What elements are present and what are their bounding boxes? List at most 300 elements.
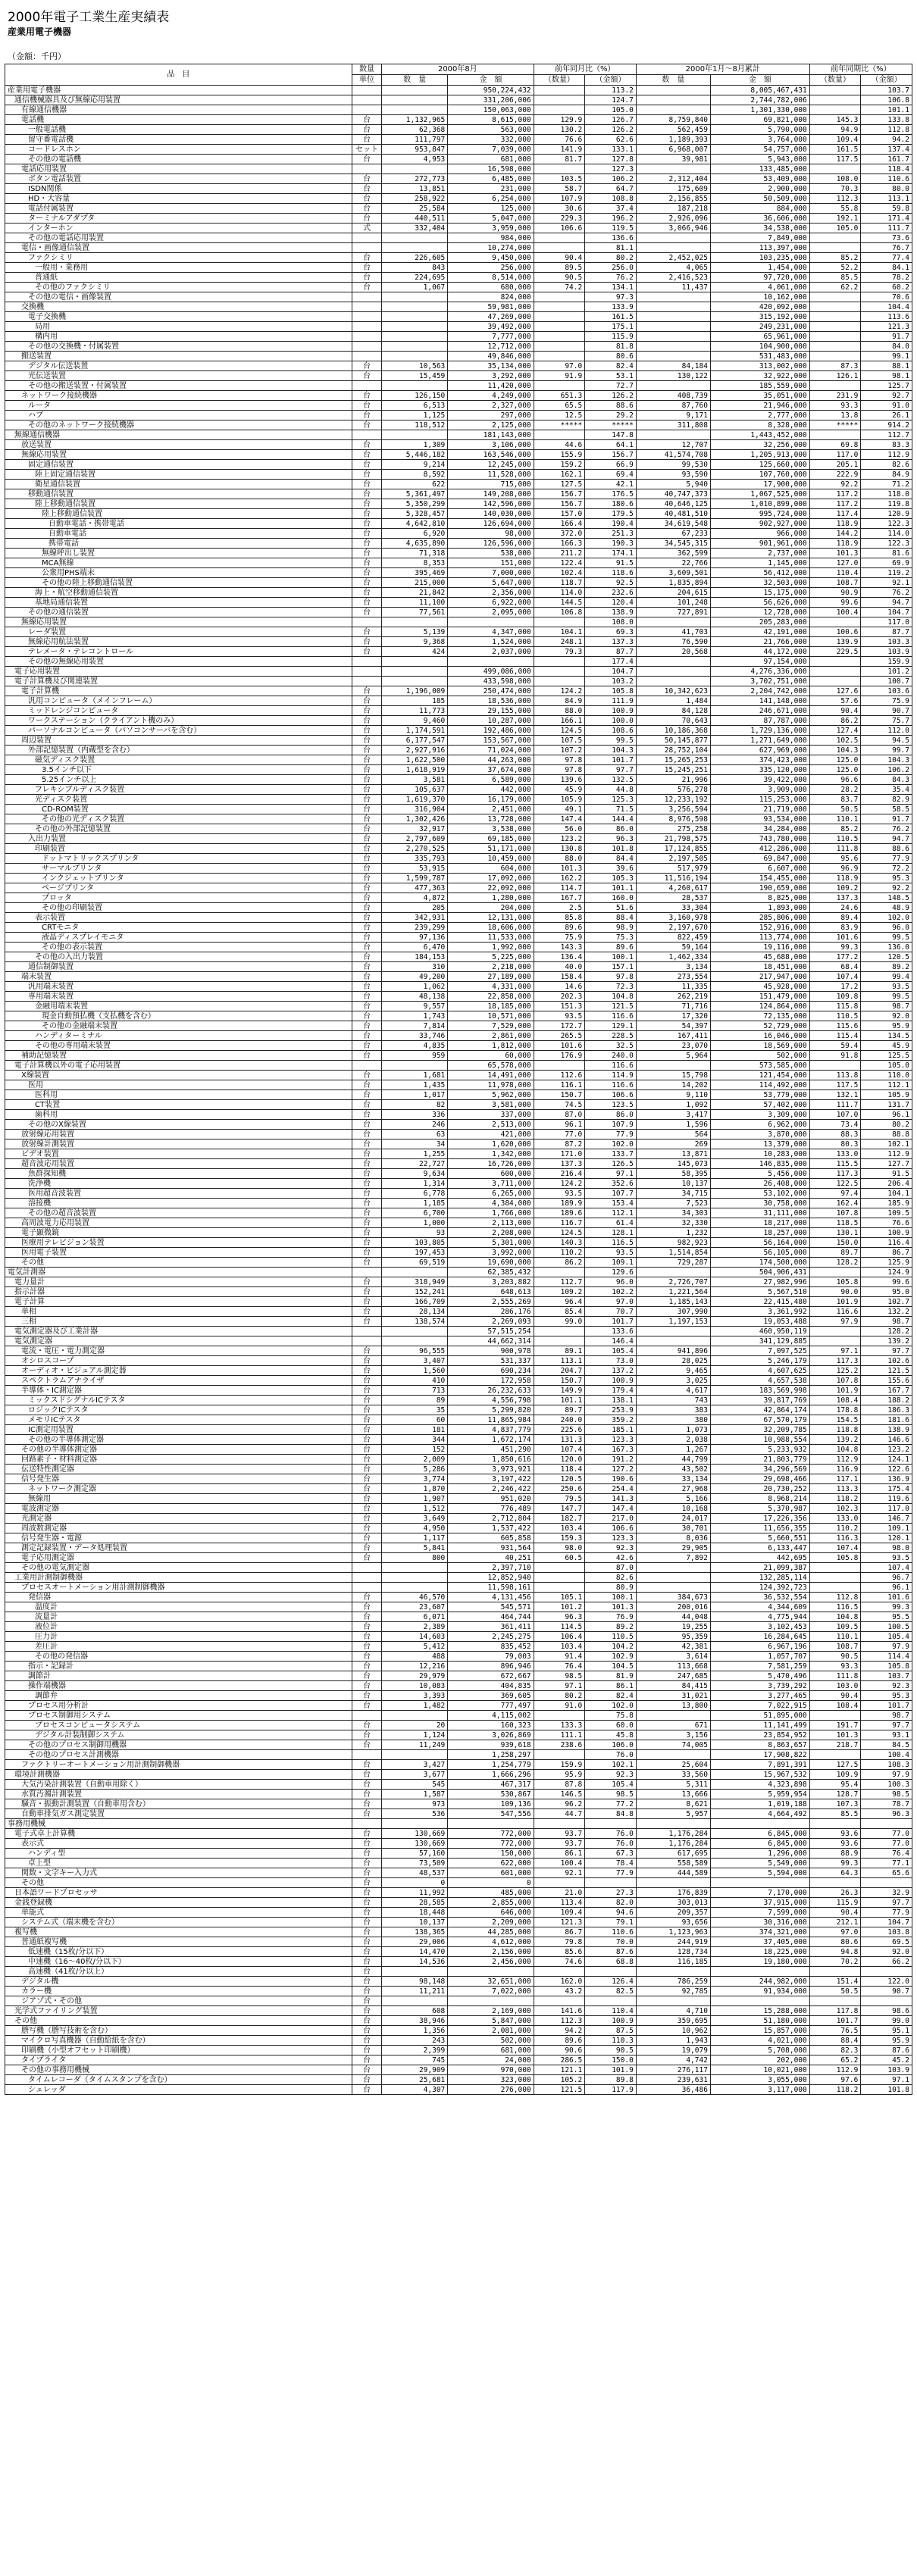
row-unit: 台 [352, 470, 381, 480]
row-qty-ytd: 10,342,623 [636, 686, 710, 696]
row-qty-ytd: 517,979 [636, 864, 710, 874]
row-amount-yoy-ytd: 133.8 [861, 115, 912, 125]
row-qty-yoy-ytd: 97.4 [809, 1189, 861, 1199]
row-name: HD・大容量 [5, 194, 352, 204]
table-row [5, 1011, 912, 1021]
row-qty-ytd: 34,619,548 [636, 519, 710, 529]
row-amount-yoy-ytd: 114.4 [861, 1652, 912, 1662]
row-amount-month: 14,491,000 [448, 1071, 534, 1080]
row-amount-month: 18,185,000 [448, 1002, 534, 1011]
row-amount-yoy-month: 37.4 [585, 204, 637, 214]
row-amount-yoy-month: 104.3 [585, 746, 637, 755]
row-amount-yoy-ytd: 80.2 [861, 1120, 912, 1130]
row-amount-yoy-month: 254.4 [585, 1484, 637, 1494]
table-row [5, 1957, 912, 1967]
row-qty-ytd: 558,589 [636, 1859, 710, 1868]
row-qty-month: 6,470 [382, 943, 448, 952]
table-row [5, 509, 912, 519]
row-qty-ytd: 1,267 [636, 1445, 710, 1455]
row-qty-month: 973 [382, 1799, 448, 1809]
row-qty-ytd: 1,189,393 [636, 135, 710, 145]
row-qty-month: 713 [382, 1386, 448, 1396]
row-qty-month: 258,922 [382, 194, 448, 204]
row-qty-yoy-month: 166.1 [534, 716, 585, 726]
row-amount-yoy-ytd: 96.3 [861, 1809, 912, 1819]
row-name: CT装置 [5, 1100, 352, 1110]
row-amount-month: 18,536,000 [448, 696, 534, 706]
row-amount-yoy-month: 190.3 [585, 539, 637, 549]
row-amount-month: 5,647,000 [448, 578, 534, 588]
row-amount-month: 37,674,000 [448, 765, 534, 775]
row-qty-month: 2,797,609 [382, 834, 448, 844]
row-qty-yoy-ytd [809, 164, 861, 174]
row-qty-month: 1,907 [382, 1494, 448, 1504]
row-amount-month: 772,000 [448, 1839, 534, 1849]
row-qty-yoy-ytd: 118.9 [809, 539, 861, 549]
row-amount-yoy-month: 137.2 [585, 1366, 637, 1376]
row-unit: 台 [352, 1681, 381, 1691]
row-unit: 台 [352, 1346, 381, 1356]
row-qty-month: 4,872 [382, 893, 448, 903]
table-row [5, 174, 912, 184]
row-amount-month: 142,596,000 [448, 499, 534, 509]
row-qty-ytd: 3,025 [636, 1376, 710, 1386]
row-qty-month: 97,136 [382, 933, 448, 943]
row-amount-ytd: 37,405,000 [710, 1937, 809, 1947]
table-row [5, 263, 912, 273]
row-qty-yoy-ytd: 93.3 [809, 401, 861, 411]
row-amount-month: 5,225,000 [448, 952, 534, 962]
row-amount-yoy-month: 110.6 [585, 1927, 637, 1937]
row-amount-yoy-ytd: 97.7 [861, 1898, 912, 1908]
row-qty-yoy-ytd: 91.8 [809, 1051, 861, 1061]
row-amount-yoy-ytd: 95.0 [861, 1287, 912, 1297]
row-qty-yoy-ytd [809, 292, 861, 302]
row-unit: セット [352, 145, 381, 155]
row-unit: 台 [352, 420, 381, 430]
row-qty-yoy-month: 99.0 [534, 1317, 585, 1327]
table-row [5, 105, 912, 115]
row-unit: 台 [352, 696, 381, 706]
row-amount-month: 204,000 [448, 903, 534, 913]
row-amount-ytd: 374,321,000 [710, 1927, 809, 1937]
row-unit [352, 86, 381, 95]
row-qty-yoy-ytd: 139.2 [809, 1435, 861, 1445]
table-row [5, 1425, 912, 1435]
row-qty-yoy-month: 44.6 [534, 440, 585, 450]
row-qty-yoy-month: 112.7 [534, 1277, 585, 1287]
row-qty-yoy-month: 162.2 [534, 874, 585, 883]
row-name: 周波数測定器 [5, 1524, 352, 1533]
row-qty-month: 14,536 [382, 1957, 448, 1967]
row-amount-yoy-month: 82.4 [585, 1691, 637, 1701]
row-qty-yoy-ytd [809, 1563, 861, 1573]
row-qty-yoy-month: 77.0 [534, 1130, 585, 1140]
row-qty-month: 1,132,965 [382, 115, 448, 125]
row-name: その他の事務用機械 [5, 2065, 352, 2075]
row-qty-yoy-ytd: 110.4 [809, 568, 861, 578]
row-qty-yoy-month: 162.1 [534, 470, 585, 480]
row-amount-yoy-ytd: 76.6 [861, 1218, 912, 1228]
row-qty-yoy-month: 101.2 [534, 1602, 585, 1612]
row-qty-yoy-month: 112.3 [534, 2016, 585, 2026]
row-qty-yoy-month: 189.6 [534, 1208, 585, 1218]
row-qty-yoy-month: 124.2 [534, 686, 585, 696]
row-amount-ytd: 31,111,000 [710, 1208, 809, 1218]
row-amount-yoy-month: 71.5 [585, 805, 637, 814]
row-amount-ytd: 35,051,000 [710, 391, 809, 401]
row-qty-ytd [636, 86, 710, 95]
row-amount-yoy-ytd: 121.3 [861, 322, 912, 332]
row-amount-yoy-ytd: 186.3 [861, 1405, 912, 1415]
row-amount-ytd: 5,943,000 [710, 155, 809, 164]
row-amount-yoy-ytd: 138.9 [861, 1425, 912, 1435]
row-amount-ytd: 18,257,000 [710, 1228, 809, 1238]
row-qty-month: 224,695 [382, 273, 448, 283]
table-row [5, 1287, 912, 1297]
row-amount-yoy-month: 109.1 [585, 1258, 637, 1268]
row-name: デジタル伝送装置 [5, 361, 352, 371]
row-amount-month: 3,203,882 [448, 1277, 534, 1287]
table-row [5, 1927, 912, 1937]
row-amount-yoy-ytd: 104.7 [861, 1918, 912, 1927]
row-qty-ytd: 50,145,877 [636, 736, 710, 746]
row-amount-yoy-month: 110.5 [585, 1632, 637, 1642]
row-name: 騒音・振動計測装置（自動車用含む） [5, 1799, 352, 1809]
row-amount-yoy-ytd: 77.4 [861, 253, 912, 263]
row-qty-yoy-ytd: 96.9 [809, 864, 861, 874]
row-qty-ytd: 8,621 [636, 1799, 710, 1809]
row-qty-yoy-ytd: 17.2 [809, 982, 861, 992]
row-unit: 台 [352, 135, 381, 145]
row-amount-month: 2,169,000 [448, 2006, 534, 2016]
row-unit: 台 [352, 391, 381, 401]
row-amount-yoy-ytd: 98.7 [861, 1317, 912, 1327]
row-amount-ytd: 8,005,467,431 [710, 86, 809, 95]
row-amount-ytd: 17,226,356 [710, 1514, 809, 1524]
row-qty-yoy-month: 14.6 [534, 982, 585, 992]
row-qty-yoy-month: 141.6 [534, 2006, 585, 2016]
row-unit: 台 [352, 1849, 381, 1859]
row-qty-month: 1,356 [382, 2026, 448, 2036]
row-qty-yoy-month: 85.6 [534, 1947, 585, 1957]
row-amount-month: 12,245,000 [448, 460, 534, 470]
header-category: 品 目 [5, 64, 352, 86]
row-amount-month: 3,197,422 [448, 1474, 534, 1484]
row-amount-yoy-ytd: 92.0 [861, 1947, 912, 1957]
row-qty-ytd: 9,171 [636, 411, 710, 420]
row-qty-ytd [636, 677, 710, 686]
row-unit: 台 [352, 1908, 381, 1918]
row-qty-yoy-month: 114.0 [534, 588, 585, 598]
row-qty-yoy-month: 651.3 [534, 391, 585, 401]
row-amount-month: 1,812,000 [448, 1041, 534, 1051]
row-name: 陸上移動通信装置 [5, 509, 352, 519]
row-amount-month: 332,000 [448, 135, 534, 145]
row-qty-yoy-ytd: 118.2 [809, 1494, 861, 1504]
table-row [5, 1405, 912, 1415]
row-qty-yoy-ytd: 125.2 [809, 1366, 861, 1376]
row-qty-ytd: 362,599 [636, 549, 710, 558]
row-qty-yoy-ytd [809, 1996, 861, 2006]
row-amount-yoy-month: 132.5 [585, 775, 637, 785]
row-qty-yoy-ytd [809, 312, 861, 322]
table-row [5, 1051, 912, 1061]
row-amount-yoy-month: 359.2 [585, 1415, 637, 1425]
row-qty-ytd: 8,759,840 [636, 115, 710, 125]
row-qty-yoy-month: ***** [534, 420, 585, 430]
row-amount-yoy-month: 100.0 [585, 716, 637, 726]
row-qty-month: 342,931 [382, 913, 448, 923]
row-qty-yoy-month: 93.5 [534, 1189, 585, 1199]
table-row [5, 1455, 912, 1465]
row-unit: 台 [352, 568, 381, 578]
row-qty-yoy-month: 158.4 [534, 972, 585, 982]
row-qty-yoy-month: 103.4 [534, 1642, 585, 1652]
row-amount-yoy-month: 81.1 [585, 243, 637, 253]
row-name: 電子計算機及び関連装置 [5, 677, 352, 686]
row-amount-yoy-month: 97.7 [585, 765, 637, 775]
row-qty-yoy-ytd: 85.2 [809, 253, 861, 263]
table-row [5, 164, 912, 174]
row-amount-yoy-month: 97.1 [585, 1169, 637, 1179]
row-name: オシロスコープ [5, 1356, 352, 1366]
row-amount-month: 4,249,000 [448, 391, 534, 401]
row-qty-yoy-ytd: 88.9 [809, 1849, 861, 1859]
row-amount-ytd: 124,392,723 [710, 1583, 809, 1593]
row-qty-yoy-month: 30.6 [534, 204, 585, 214]
row-qty-yoy-ytd: 92.2 [809, 480, 861, 489]
row-qty-yoy-ytd: 111.8 [809, 1671, 861, 1681]
row-qty-ytd: 28,537 [636, 893, 710, 903]
row-qty-ytd: 5,311 [636, 1780, 710, 1790]
table-row [5, 952, 912, 962]
row-qty-ytd: 1,197,153 [636, 1317, 710, 1327]
row-unit: 台 [352, 1445, 381, 1455]
row-qty-ytd [636, 430, 710, 440]
row-unit: 台 [352, 775, 381, 785]
row-qty-ytd [636, 342, 710, 352]
row-amount-month: 47,269,000 [448, 312, 534, 322]
table-row [5, 755, 912, 765]
row-qty-ytd: 12,707 [636, 440, 710, 450]
row-qty-ytd: 27,968 [636, 1484, 710, 1494]
row-amount-yoy-month: 129.1 [585, 1021, 637, 1031]
row-qty-yoy-ytd: 28.2 [809, 785, 861, 795]
row-qty-month: 28,585 [382, 1898, 448, 1908]
table-row [5, 647, 912, 657]
row-amount-ytd: 4,607,625 [710, 1366, 809, 1376]
row-qty-ytd: 44,048 [636, 1612, 710, 1622]
row-qty-yoy-month: 96.3 [534, 1612, 585, 1622]
row-qty-month: 622 [382, 480, 448, 489]
row-name: その他の陸上移動通信装置 [5, 578, 352, 588]
row-qty-ytd: 15,798 [636, 1071, 710, 1080]
row-qty-yoy-ytd: 150.0 [809, 1238, 861, 1248]
row-qty-yoy-ytd: 109.4 [809, 135, 861, 145]
row-amount-month: 605,858 [448, 1533, 534, 1543]
row-qty-month: 3,427 [382, 1760, 448, 1770]
row-qty-yoy-ytd: 101.3 [809, 1730, 861, 1740]
row-amount-yoy-ytd: 119.6 [861, 1494, 912, 1504]
row-qty-yoy-ytd: 104.8 [809, 1445, 861, 1455]
row-amount-month: 499,086,000 [448, 667, 534, 677]
row-unit: 台 [352, 746, 381, 755]
row-amount-month: 26,232,633 [448, 1386, 534, 1396]
table-row [5, 1386, 912, 1396]
row-name: レーダ装置 [5, 627, 352, 637]
row-name: 放送装置 [5, 440, 352, 450]
row-amount-ytd: 65,961,000 [710, 332, 809, 342]
row-unit [352, 332, 381, 342]
row-qty-yoy-month: 105.2 [534, 2075, 585, 2085]
row-amount-ytd: 21,719,000 [710, 805, 809, 814]
row-qty-ytd: 5,940 [636, 480, 710, 489]
row-qty-ytd: 4,065 [636, 263, 710, 273]
row-amount-ytd: 3,117,000 [710, 2085, 809, 2095]
row-qty-yoy-month: 127.5 [534, 480, 585, 489]
row-name: プロッタ [5, 893, 352, 903]
row-qty-yoy-ytd: 105.8 [809, 1553, 861, 1563]
row-name: 電子計算機 [5, 686, 352, 696]
row-name: 大気汚染計測装置（自動車用除く） [5, 1780, 352, 1790]
row-amount-yoy-ytd: 95.5 [861, 1612, 912, 1622]
table-row [5, 1445, 912, 1455]
row-unit: 台 [352, 1002, 381, 1011]
row-qty-month: 22,727 [382, 1159, 448, 1169]
row-amount-yoy-ytd: 128.2 [861, 1327, 912, 1336]
row-amount-month: 151,000 [448, 558, 534, 568]
row-amount-month: 98,000 [448, 529, 534, 539]
row-qty-ytd: 982,923 [636, 1238, 710, 1248]
row-name: 中速機（16～40枚/分以下） [5, 1957, 352, 1967]
row-amount-month: 464,744 [448, 1612, 534, 1622]
row-amount-yoy-ytd: 93.5 [861, 1553, 912, 1563]
row-unit: 台 [352, 1248, 381, 1258]
table-row [5, 588, 912, 598]
table-row [5, 224, 912, 233]
row-amount-ytd: 19,116,000 [710, 943, 809, 952]
row-name: 普通紙 [5, 273, 352, 283]
row-qty-yoy-month [534, 342, 585, 352]
table-row [5, 1622, 912, 1632]
row-qty-month: 13,851 [382, 184, 448, 194]
row-unit: 台 [352, 1090, 381, 1100]
row-qty-yoy-month: 167.7 [534, 893, 585, 903]
row-amount-yoy-ytd: 112.1 [861, 1080, 912, 1090]
table-row [5, 1612, 912, 1622]
row-amount-yoy-month: 116.6 [585, 1080, 637, 1090]
row-qty-ytd: 42,381 [636, 1642, 710, 1652]
row-amount-yoy-month: ***** [585, 420, 637, 430]
table-row [5, 2036, 912, 2046]
row-qty-ytd: 99,530 [636, 460, 710, 470]
row-amount-ytd: 335,120,000 [710, 765, 809, 775]
row-amount-yoy-month: 45.8 [585, 1730, 637, 1740]
row-amount-month: 337,000 [448, 1110, 534, 1120]
row-name: 専用端末装置 [5, 992, 352, 1002]
row-qty-ytd: 34,715 [636, 1189, 710, 1199]
table-row [5, 1691, 912, 1701]
row-unit: 台 [352, 992, 381, 1002]
row-amount-yoy-ytd: 98.0 [861, 1543, 912, 1553]
row-amount-month: 6,265,000 [448, 1189, 534, 1199]
row-unit: 台 [352, 903, 381, 913]
row-qty-ytd [636, 1996, 710, 2006]
row-unit [352, 1583, 381, 1593]
row-qty-yoy-month: 130.8 [534, 844, 585, 854]
row-amount-ytd: 3,702,751,000 [710, 677, 809, 686]
row-name: ターミナルアダプタ [5, 214, 352, 224]
table-row [5, 1602, 912, 1612]
table-row [5, 1809, 912, 1819]
row-amount-yoy-month: 104.2 [585, 1642, 637, 1652]
row-amount-yoy-ytd: 125.9 [861, 1258, 912, 1268]
row-amount-month: 49,846,000 [448, 352, 534, 361]
row-amount-yoy-ytd: 107.4 [861, 1563, 912, 1573]
row-qty-ytd: 31,021 [636, 1691, 710, 1701]
row-amount-ytd: 2,744,782,006 [710, 95, 809, 105]
table-row [5, 1435, 912, 1445]
row-amount-month: 149,208,000 [448, 489, 534, 499]
row-name: スペクトラムアナライザ [5, 1376, 352, 1386]
row-amount-yoy-ytd: 69.5 [861, 1937, 912, 1947]
row-qty-month [382, 1336, 448, 1346]
row-qty-month: 105,637 [382, 785, 448, 795]
row-amount-ytd: 5,549,000 [710, 1859, 809, 1868]
row-amount-yoy-ytd: 92.0 [861, 1011, 912, 1021]
row-qty-yoy-ytd: 69.8 [809, 440, 861, 450]
row-name: 通信機械器具及び無線応用装置 [5, 95, 352, 105]
table-row [5, 1140, 912, 1149]
row-amount-month: 62,385,432 [448, 1268, 534, 1277]
row-qty-yoy-month: 121.1 [534, 2065, 585, 2075]
row-qty-month: 3,393 [382, 1691, 448, 1701]
row-amount-ytd: 183,569,998 [710, 1386, 809, 1396]
row-qty-ytd: 33,304 [636, 903, 710, 913]
row-qty-yoy-month: 86.2 [534, 1258, 585, 1268]
row-qty-ytd: 3,156 [636, 1730, 710, 1740]
row-name: パーソナルコンピュータ（パソコンサーバを含む） [5, 726, 352, 736]
row-qty-ytd: 380 [636, 1415, 710, 1425]
row-qty-yoy-ytd: 59.4 [809, 1041, 861, 1051]
row-unit: 台 [352, 2055, 381, 2065]
row-amount-ytd: 315,192,000 [710, 312, 809, 322]
row-unit: 台 [352, 1130, 381, 1140]
table-row [5, 125, 912, 135]
row-qty-month: 2,270,525 [382, 844, 448, 854]
table-row [5, 736, 912, 746]
row-qty-yoy-month: 143.3 [534, 943, 585, 952]
row-name: 汎用コンピュータ（メインフレーム） [5, 696, 352, 706]
row-qty-yoy-month: 103.4 [534, 1524, 585, 1533]
row-amount-yoy-ytd: 80.0 [861, 184, 912, 194]
row-amount-ytd: 285,806,000 [710, 913, 809, 923]
row-amount-yoy-ytd: 100.5 [861, 1622, 912, 1632]
row-amount-month: 646,000 [448, 1908, 534, 1918]
row-qty-month: 310 [382, 962, 448, 972]
row-amount-ytd: 2,204,742,000 [710, 686, 809, 696]
row-qty-ytd: 2,452,025 [636, 253, 710, 263]
row-amount-ytd: 11,656,355 [710, 1524, 809, 1533]
row-qty-yoy-month: 96.1 [534, 1120, 585, 1130]
row-qty-yoy-ytd: 222.9 [809, 470, 861, 480]
row-name: その他のネットワーク接続機器 [5, 420, 352, 430]
row-unit: 台 [352, 489, 381, 499]
row-qty-yoy-month: 74.2 [534, 283, 585, 292]
row-amount-ytd: 6,962,000 [710, 1120, 809, 1130]
row-amount-month: 126,596,000 [448, 539, 534, 549]
